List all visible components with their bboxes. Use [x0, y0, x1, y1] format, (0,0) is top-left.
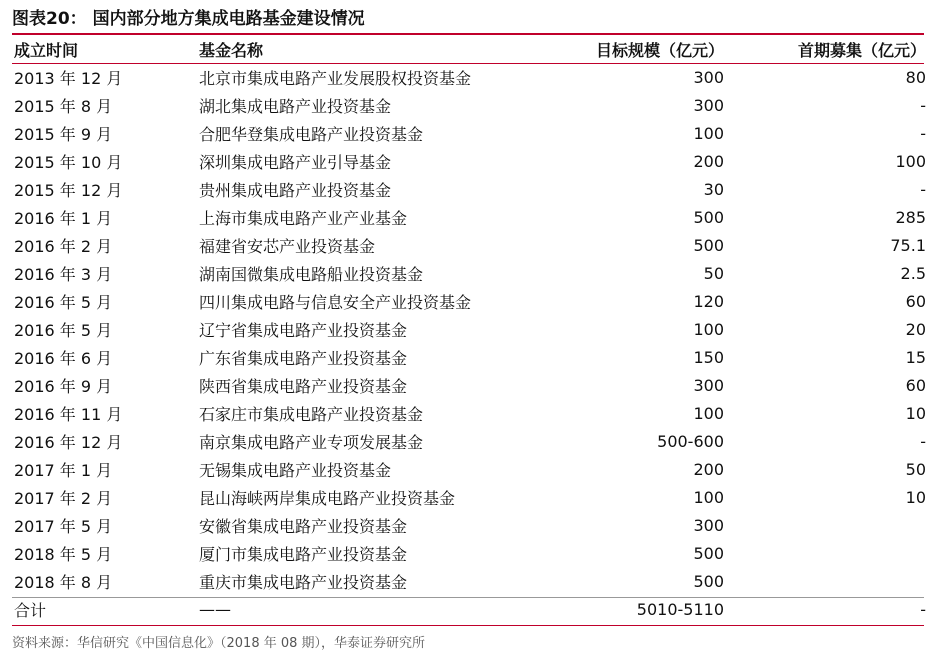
- table-row: [12, 91, 932, 119]
- cell-date: 2016 年 3 月: [14, 264, 113, 284]
- bottom-rule: [12, 625, 924, 626]
- cell-date: 2017 年 2 月: [14, 488, 113, 508]
- cell-fund-name: 辽宁省集成电路产业投资基金: [199, 320, 408, 340]
- cell-target-size: 300: [693, 515, 724, 535]
- cell-fund-name: 陕西省集成电路产业投资基金: [199, 376, 408, 396]
- cell-date: 2015 年 9 月: [14, 124, 113, 144]
- cell-target-size: 120: [693, 291, 724, 311]
- cell-first-raise: -: [920, 179, 926, 199]
- cell-date: 2017 年 1 月: [14, 460, 113, 480]
- header-row: [12, 36, 932, 63]
- total-cell-fund-name: ——: [199, 599, 231, 619]
- table-row: [12, 539, 932, 567]
- cell-date: 2016 年 1 月: [14, 208, 113, 228]
- total-cell-first-raise: -: [920, 599, 926, 619]
- cell-fund-name: 合肥华登集成电路产业投资基金: [199, 124, 424, 144]
- table-row: [12, 455, 932, 483]
- cell-fund-name: 四川集成电路与信息安全产业投资基金: [199, 292, 472, 312]
- total-row: [12, 595, 932, 623]
- table-row: [12, 427, 932, 455]
- header-fund-name: 基金名称: [199, 41, 264, 60]
- cell-target-size: 30: [703, 179, 724, 199]
- cell-fund-name: 福建省安芯产业投资基金: [199, 236, 376, 256]
- header-date: 成立时间: [14, 41, 79, 60]
- table-row: [12, 147, 932, 175]
- header-target-size: 目标规模（亿元）: [595, 41, 724, 60]
- cell-target-size: 300: [693, 67, 724, 87]
- cell-fund-name: 贵州集成电路产业投资基金: [199, 180, 392, 200]
- cell-fund-name: 北京市集成电路产业发展股权投资基金: [199, 68, 472, 88]
- cell-first-raise: 10: [905, 487, 926, 507]
- cell-first-raise: 80: [905, 67, 926, 87]
- header-rule: [12, 63, 924, 64]
- header-first-raise: 首期募集（亿元）: [797, 41, 926, 60]
- cell-target-size: 500-600: [657, 431, 724, 451]
- cell-first-raise: -: [920, 123, 926, 143]
- cell-date: 2015 年 12 月: [14, 180, 123, 200]
- cell-first-raise: 15: [905, 347, 926, 367]
- cell-fund-name: 重庆市集成电路产业投资基金: [199, 572, 408, 592]
- cell-target-size: 200: [693, 151, 724, 171]
- cell-first-raise: [724, 539, 932, 567]
- fund-table: [12, 36, 932, 623]
- cell-date: 2016 年 5 月: [14, 320, 113, 340]
- cell-date: 2018 年 8 月: [14, 572, 113, 592]
- table-row: [12, 175, 932, 203]
- cell-fund-name: 深圳集成电路产业引导基金: [199, 152, 392, 172]
- cell-first-raise: 285: [895, 207, 926, 227]
- cell-date: 2013 年 12 月: [14, 68, 123, 88]
- total-rule: [12, 597, 924, 598]
- table-row: [12, 511, 932, 539]
- table-row: [12, 259, 932, 287]
- cell-date: 2016 年 12 月: [14, 432, 123, 452]
- table-row: [12, 567, 932, 595]
- table-row: [12, 343, 932, 371]
- cell-date: 2016 年 6 月: [14, 348, 113, 368]
- cell-target-size: 50: [703, 263, 724, 283]
- cell-date: 2016 年 9 月: [14, 376, 113, 396]
- cell-target-size: 150: [693, 347, 724, 367]
- cell-target-size: 100: [693, 403, 724, 423]
- cell-fund-name: 湖北集成电路产业投资基金: [199, 96, 392, 116]
- cell-first-raise: -: [920, 431, 926, 451]
- table-row: [12, 287, 932, 315]
- total-cell-target-size: 5010-5110: [636, 599, 724, 619]
- cell-target-size: 300: [693, 375, 724, 395]
- cell-date: 2017 年 5 月: [14, 516, 113, 536]
- cell-first-raise: 2.5: [900, 263, 926, 283]
- cell-fund-name: 上海市集成电路产业产业基金: [199, 208, 408, 228]
- cell-first-raise: 60: [905, 375, 926, 395]
- cell-first-raise: 75.1: [890, 235, 926, 255]
- cell-first-raise: [724, 511, 932, 539]
- table-row: [12, 119, 932, 147]
- source-note: 资料来源：华信研究《中国信息化》（2018 年 08 期），华泰证券研究所: [12, 636, 426, 651]
- cell-fund-name: 无锡集成电路产业投资基金: [199, 460, 392, 480]
- cell-date: 2015 年 10 月: [14, 152, 123, 172]
- cell-target-size: 500: [693, 571, 724, 591]
- total-cell-date: 合计: [14, 600, 47, 620]
- table-row: [12, 371, 932, 399]
- figure-title: 图表20： 国内部分地方集成电路基金建设情况: [12, 9, 365, 29]
- cell-fund-name: 湖南国微集成电路船业投资基金: [199, 264, 424, 284]
- cell-date: 2016 年 5 月: [14, 292, 113, 312]
- cell-target-size: 300: [693, 95, 724, 115]
- cell-date: 2018 年 5 月: [14, 544, 113, 564]
- cell-date: 2016 年 2 月: [14, 236, 113, 256]
- cell-fund-name: 安徽省集成电路产业投资基金: [199, 516, 408, 536]
- cell-fund-name: 厦门市集成电路产业投资基金: [199, 544, 408, 564]
- top-rule: [12, 33, 924, 35]
- cell-target-size: 200: [693, 459, 724, 479]
- cell-target-size: 100: [693, 123, 724, 143]
- cell-first-raise: 10: [905, 403, 926, 423]
- table-row: [12, 399, 932, 427]
- table-row: [12, 203, 932, 231]
- cell-target-size: 100: [693, 487, 724, 507]
- cell-fund-name: 南京集成电路产业专项发展基金: [199, 432, 424, 452]
- cell-fund-name: 石家庄市集成电路产业投资基金: [199, 404, 424, 424]
- cell-first-raise: -: [920, 95, 926, 115]
- cell-first-raise: 60: [905, 291, 926, 311]
- cell-first-raise: 50: [905, 459, 926, 479]
- table-row: [12, 231, 932, 259]
- cell-first-raise: [724, 567, 932, 595]
- cell-first-raise: 20: [905, 319, 926, 339]
- table-row: [12, 483, 932, 511]
- table-row: [12, 63, 932, 91]
- cell-target-size: 500: [693, 543, 724, 563]
- cell-target-size: 500: [693, 207, 724, 227]
- cell-fund-name: 昆山海峡两岸集成电路产业投资基金: [199, 488, 456, 508]
- cell-fund-name: 广东省集成电路产业投资基金: [199, 348, 408, 368]
- cell-first-raise: 100: [895, 151, 926, 171]
- cell-target-size: 500: [693, 235, 724, 255]
- cell-target-size: 100: [693, 319, 724, 339]
- table-row: [12, 315, 932, 343]
- cell-date: 2016 年 11 月: [14, 404, 123, 424]
- cell-date: 2015 年 8 月: [14, 96, 113, 116]
